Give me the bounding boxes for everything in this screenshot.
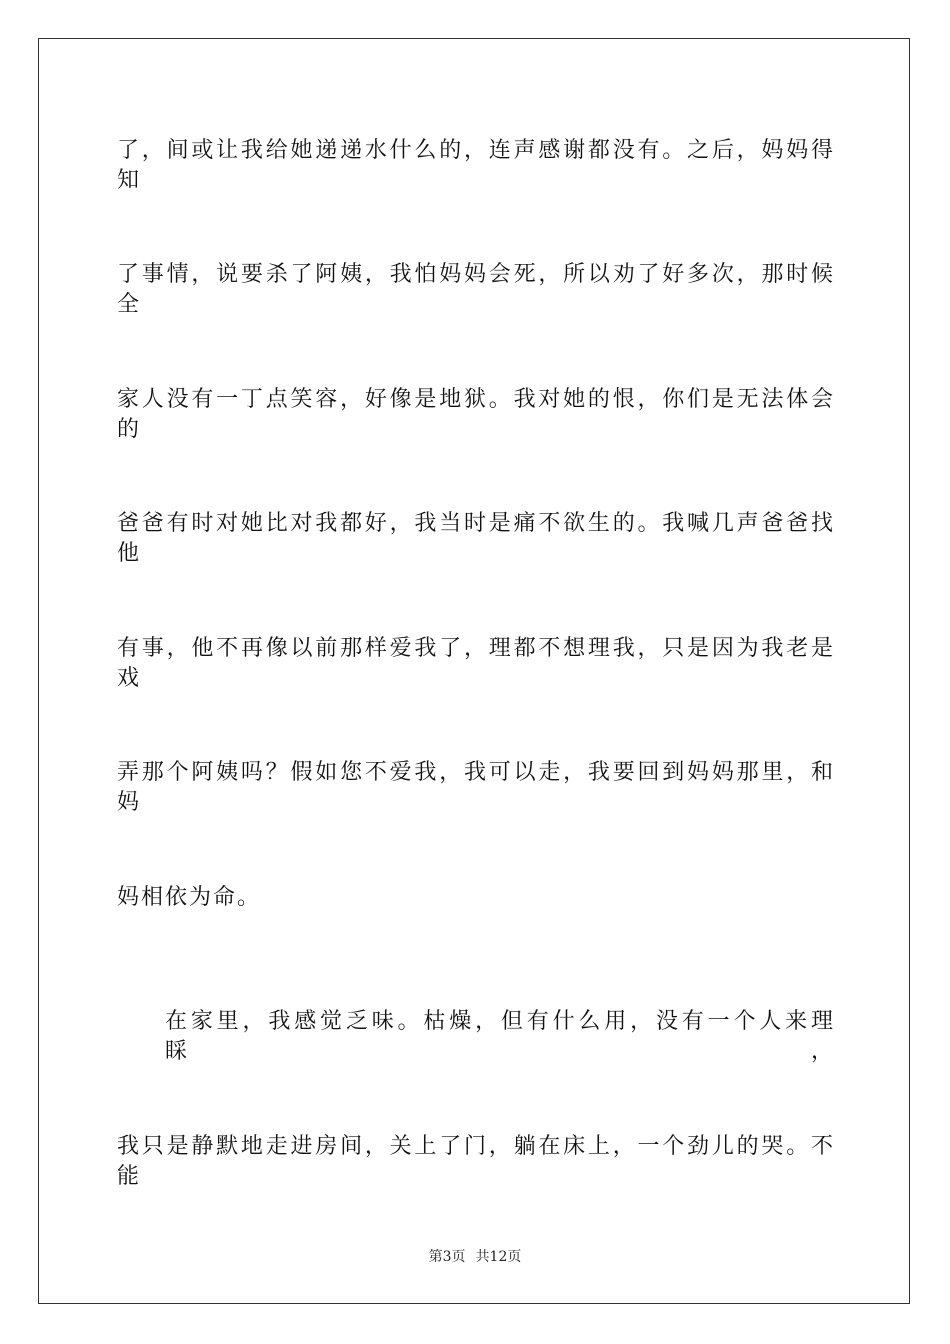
text-line-1: 了，间或让我给她递递水什么的，连声感谢都没有。之后，妈妈得知 bbox=[117, 138, 835, 193]
text-line-3: 家人没有一丁点笑容，好像是地狱。我对她的恨，你们是无法体会的 bbox=[117, 387, 835, 442]
page-total: 共12页 bbox=[475, 1249, 522, 1265]
text-line-4: 爸爸有时对她比对我都好，我当时是痛不欲生的。我喊几声爸爸找他 bbox=[117, 511, 835, 566]
text-line-9: 我只是静默地走进房间，关上了门，躺在床上，一个劲儿的哭。不能 bbox=[117, 1134, 835, 1189]
text-line-6: 弄那个阿姨吗？假如您不爱我，我可以走，我要回到妈妈那里，和妈 bbox=[117, 760, 835, 815]
page-number: 第3页 bbox=[428, 1249, 466, 1265]
text-line-2: 了事情，说要杀了阿姨，我怕妈妈会死，所以劝了好多次，那时候全 bbox=[117, 262, 835, 317]
text-line-5: 有事，他不再像以前那样爱我了，理都不想理我，只是因为我老是戏 bbox=[117, 636, 835, 691]
page-footer bbox=[0, 1248, 950, 1266]
text-line-8: 在家里，我感觉乏味。枯燥，但有什么用，没有一个人来理睬， bbox=[165, 1009, 835, 1064]
text-line-7: 妈相依为命。 bbox=[117, 885, 262, 910]
